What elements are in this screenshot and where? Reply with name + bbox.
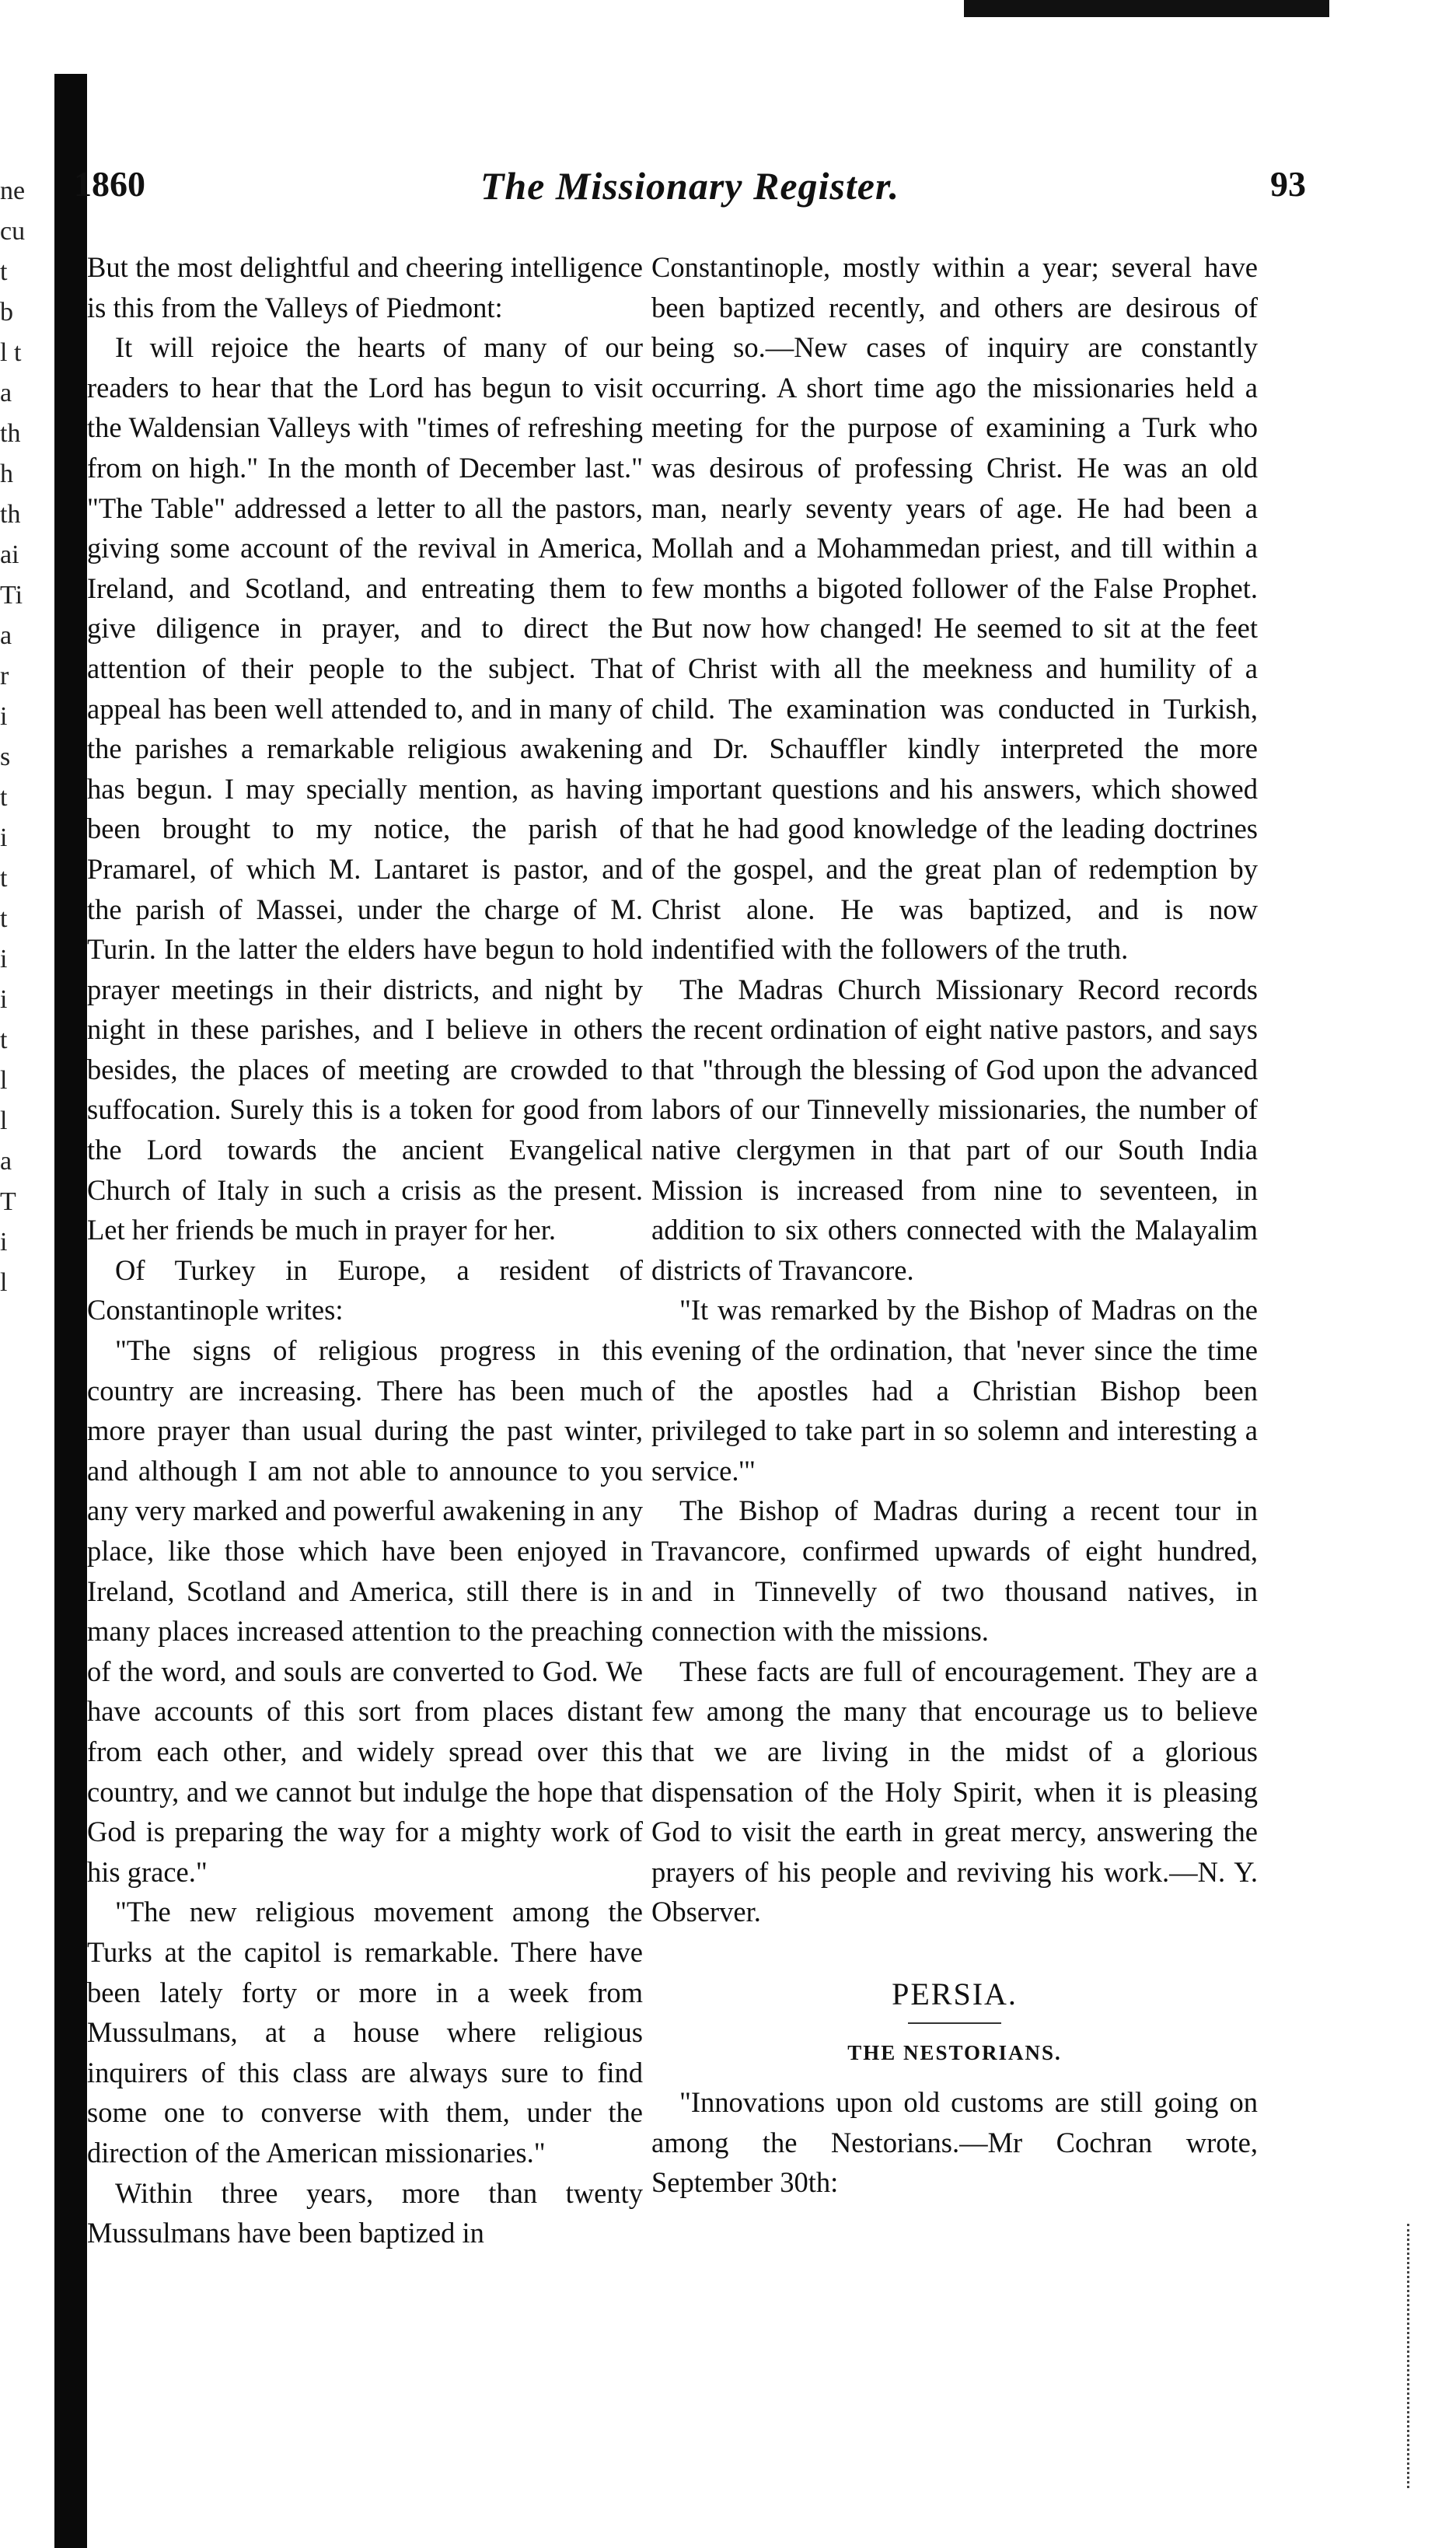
gutter-fragment: i (0, 702, 8, 731)
gutter-fragment: a (0, 379, 12, 407)
gutter-fragment: T (0, 1187, 16, 1216)
gutter-fragment: r (0, 662, 9, 690)
paragraph: These facts are full of encouragement. They are a few among the many that encourage us to believe that we are living in the midst of a glorious dispensation of the Holy Spirit, when it is pleasing God to visit the earth in great mercy, answering the prayers of his people and reviving his work.—N. Y. Observer. (651, 1655, 1258, 1928)
paragraph: "The signs of religious progress in this country are increasing. There has been much more prayer than usual during the past winter, and although I am not able to announce to you any very marked and powerful awakening in any place, like those which have been enjoyed in Ireland, Scotland and America, still there is in many places increased attention to the preaching of the word, and souls are converted to God. We have accounts of this sort from places distant from each other, and widely spread over this country, and we cannot but indulge the hope that God is preparing the way for a mighty work of his grace." (87, 1334, 643, 1888)
paragraph: Within three years, more than twenty Mussulmans have been baptized in (87, 2176, 643, 2249)
left-column (87, 247, 643, 2253)
gutter-fragment: Ti (0, 581, 23, 610)
top-black-rule (964, 0, 1329, 17)
page-header (74, 163, 1306, 218)
gutter-fragment: b (0, 298, 13, 327)
gutter-fragment: l (0, 1106, 8, 1135)
gutter-fragment: t (0, 257, 8, 286)
section-subtitle: THE NESTORIANS. (847, 2040, 1062, 2064)
publication-title: The Missionary Register. (480, 164, 900, 208)
page-number: 93 (1270, 164, 1306, 204)
section-rule (908, 2022, 1001, 2024)
header-year: 1860 (74, 164, 145, 204)
section-title: PERSIA. (892, 1976, 1018, 2011)
gutter-fragment: th (0, 419, 21, 448)
right-margin-marks (1407, 2224, 1433, 2488)
gutter-fragment: t (0, 904, 8, 933)
gutter-fragment: h (0, 460, 13, 488)
paragraph: The Madras Church Missionary Record records the recent ordination of eight native pastors, and says that "through the blessing of God upon the advanced labors of our Tinnevelly missionaries, the number of native clergymen in that part of our South India Mission is increased from nine to seventeen, in addition to six others connected with the Malayalim districts of Travancore. (651, 973, 1258, 1286)
gutter-fragment: ai (0, 540, 19, 569)
gutter-fragment: a (0, 1147, 12, 1176)
gutter-fragment: th (0, 500, 21, 529)
gutter-fragment: t (0, 783, 8, 812)
gutter-fragment: cu (0, 217, 26, 246)
adjacent-page-fragments (0, 171, 47, 1303)
gutter-fragment: i (0, 945, 8, 973)
gutter-fragment: l (0, 1066, 8, 1095)
gutter-fragment: i (0, 985, 8, 1014)
gutter-fragment: ne (0, 177, 26, 205)
gutter-fragment: l (0, 1268, 8, 1297)
paragraph: The Bishop of Madras during a recent tour in Travancore, confirmed upwards of eight hundred, and in Tinnevelly of two thousand natives, in connection with the missions. (651, 1494, 1258, 1648)
gutter-fragment: s (0, 743, 11, 771)
gutter-fragment: t (0, 864, 8, 893)
paragraph: Of Turkey in Europe, a resident of Constantinople writes: (87, 1253, 643, 1326)
paragraph: "The new religious movement among the Turks at the capitol is remarkable. There have been lately forty or more in a week from Mussulmans, at a house where religious inquirers of this class are always sure to find some one to converse with them, under the direction of the American missionaries." (87, 1896, 643, 2169)
gutter-fragment: t (0, 1026, 8, 1054)
paragraph: Constantinople, mostly within a year; several have been baptized recently, and others are desirous of being so.—New cases of inquiry are constantly occurring. A short time ago the missionaries held a meeting for the purpose of examining a Turk who was desirous of professing Christ. He was an old man, nearly seventy years of age. He had been a Mollah and a Mohammedan priest, and till within a few months a bigoted follower of the False Prophet. But now how changed! He seemed to sit at the feet of Christ with all the meekness and humility of a child. The examination was conducted in Turkish, and Dr. Schauffler kindly interpreted the more important questions and his answers, which showed that he had good knowledge of the leading doctrines of the gospel, and the great plan of redemption by Christ alone. He was baptized, and is now indentified with the followers of the truth. (651, 251, 1258, 966)
binding-shadow (54, 74, 87, 2548)
paragraph: But the most delightful and cheering intelligence is this from the Valleys of Piedmont: (87, 251, 643, 323)
gutter-fragment: l t (0, 338, 22, 367)
gutter-fragment: i (0, 823, 8, 852)
right-column (651, 247, 1258, 2203)
gutter-fragment: i (0, 1228, 8, 1257)
gutter-fragment: a (0, 621, 12, 650)
paragraph: "It was remarked by the Bishop of Madras on the evening of the ordination, that 'never since the time of the apostles had a Christian Bishop been privileged to take part in so solemn and interesting a service.'" (651, 1294, 1258, 1487)
paragraph: It will rejoice the hearts of many of our readers to hear that the Lord has begun to visit the Waldensian Valleys with "times of refreshing from on high." In the month of December last." "The Table" addressed a letter to all the pastors, giving some account of the revival in America, Ireland, and Scotland, and entreating them to give diligence in prayer, and to direct the attention of their people to the subject. That appeal has been well attended to, and in many of the parishes a remarkable religious awakening has begun. I may specially mention, as having been brought to my notice, the parish of Pramarel, of which M. Lantaret is pastor, and the parish of Massei, under the charge of M. Turin. In the latter the elders have begun to hold prayer meetings in their districts, and night by night in these parishes, and I believe in others besides, the places of meeting are crowded to suffocation. Surely this is a token for good from the Lord towards the ancient Evangelical Church of Italy in such a crisis as the present. Let her friends be much in prayer for her. (87, 331, 643, 1246)
paragraph: "Innovations upon old customs are still going on among the Nestorians.—Mr Cochran wrote, September 30th: (651, 2086, 1258, 2199)
